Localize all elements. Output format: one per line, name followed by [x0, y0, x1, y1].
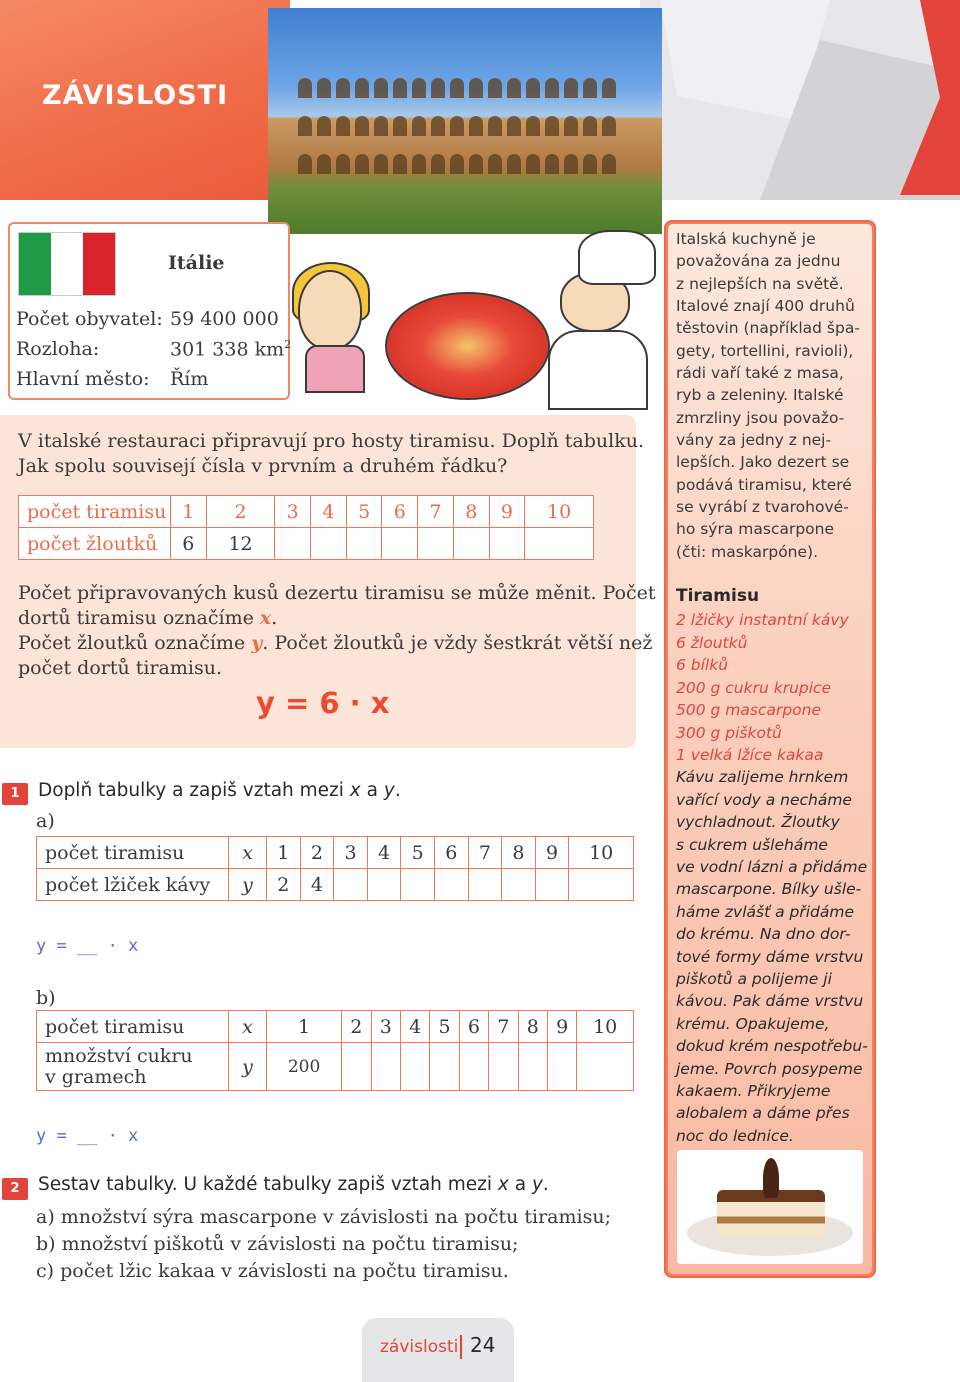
table-cell: 12	[206, 528, 275, 560]
footer-divider	[460, 1335, 462, 1359]
task1-a-answer[interactable]: y = __ · x	[36, 936, 139, 956]
ingredient-item: 1 velká lžíce kakaa	[676, 746, 824, 764]
recipe-step-line: noc do lednice.	[676, 1127, 794, 1145]
task1-a-row2-label: počet lžiček kávy	[37, 869, 229, 901]
table-cell-empty[interactable]	[400, 1043, 429, 1091]
country-name: Itálie	[168, 252, 225, 274]
table-cell: 6	[171, 528, 207, 560]
table-cell: 7	[418, 496, 454, 528]
table-cell: 2	[267, 869, 301, 901]
table-cell: 2	[206, 496, 275, 528]
chocolate-decoration	[763, 1158, 779, 1198]
table-cell-empty[interactable]	[518, 1043, 547, 1091]
table-cell: 3	[275, 496, 311, 528]
ingredient-item: 200 g cukru krupice	[676, 679, 832, 697]
ingredient-item: 500 g mascarpone	[676, 701, 822, 719]
task1-b-row2-label: množství cukru v gramech	[37, 1043, 229, 1091]
table-cell: 4	[367, 837, 401, 869]
table-cell-empty[interactable]	[535, 869, 569, 901]
task2-heading: Sestav tabulky. U každé tabulky zapiš vztah mezi x a y.	[38, 1174, 549, 1195]
table-cell-empty[interactable]	[382, 528, 418, 560]
intro-line-1: V italské restauraci připravují pro hosty tiramisu. Doplň tabulku.	[18, 430, 644, 452]
colosseum-arches	[298, 78, 616, 98]
sidebar-info-line: podává tiramisu, které	[676, 476, 852, 494]
table-cell-empty[interactable]	[525, 528, 594, 560]
table-cell-var: y	[229, 869, 267, 901]
table-cell-empty[interactable]	[346, 528, 382, 560]
intro-paragraph-1a: Počet připravovaných kusů dezertu tiramisu se může měnit. Počet	[18, 582, 656, 604]
table-cell: 9	[547, 1011, 576, 1043]
recipe-step-line: kávou. Pak dáme vrstvu	[676, 992, 864, 1010]
footer-topic: závislosti	[380, 1337, 459, 1357]
task2-item-b: b) množství piškotů v závislosti na počtu tiramisu;	[36, 1233, 519, 1255]
table-cell-empty[interactable]	[489, 528, 525, 560]
intro-table	[18, 495, 594, 560]
colosseum-arches	[298, 154, 616, 174]
population-label: Počet obyvatel:	[16, 308, 163, 330]
table-cell: 2	[342, 1011, 371, 1043]
table-cell: 4	[300, 869, 334, 901]
task1-b-answer[interactable]: y = __ · x	[36, 1126, 139, 1146]
table-cell-var: y	[229, 1043, 267, 1091]
sidebar-info-line: gety, tortellini, ravioli),	[676, 342, 854, 360]
sidebar-info-line: zmrzliny jsou považo-	[676, 409, 845, 427]
sidebar-info-line: (čti: maskarpóne).	[676, 543, 819, 561]
page-title: ZÁVISLOSTI	[42, 80, 229, 111]
area-value: 301 338 $km^2$	[170, 338, 292, 361]
table-cell: 200	[267, 1043, 342, 1091]
table-cell: 1	[267, 837, 301, 869]
sidebar-info-line: ryb a zeleniny. Italské	[676, 386, 844, 404]
task1-b-row1-label: počet tiramisu	[37, 1011, 229, 1043]
table-cell-empty[interactable]	[459, 1043, 488, 1091]
sidebar-info-line: se vyrábí z tvarohové-	[676, 498, 849, 516]
recipe-step-line: háme zvlášť a přidáme	[676, 903, 854, 921]
table-cell-empty[interactable]	[453, 528, 489, 560]
task1-a-row1-label: počet tiramisu	[37, 837, 229, 869]
table-cell: 6	[434, 837, 468, 869]
sidebar-info-line: rádi vaří také z masa,	[676, 364, 844, 382]
intro-row1-label: počet tiramisu	[19, 496, 171, 528]
task-number-badge: 1	[2, 783, 28, 805]
colosseum-photo	[268, 8, 662, 234]
country-info-box	[8, 222, 290, 400]
capital-label: Hlavní město:	[16, 368, 150, 390]
sidebar-info-line: lepších. Jako dezert se	[676, 453, 850, 471]
page-number: 24	[470, 1333, 496, 1357]
table-cell: 3	[371, 1011, 400, 1043]
area-label: Rozloha:	[16, 338, 100, 360]
sidebar-info-line: z nejlepších na světě.	[676, 275, 844, 293]
recipe-step-line: vychladnout. Žloutky	[676, 813, 840, 831]
italy-flag-icon	[18, 232, 116, 296]
recipe-step-line: jeme. Povrch posypeme	[676, 1060, 863, 1078]
table-cell: 8	[518, 1011, 547, 1043]
task1-a-label: a)	[36, 810, 55, 832]
ingredient-item: 300 g piškotů	[676, 724, 782, 742]
recipe-step-line: alobalem a dáme přes	[676, 1104, 850, 1122]
table-cell: 8	[502, 837, 536, 869]
table-cell-empty[interactable]	[569, 869, 634, 901]
table-cell-empty[interactable]	[367, 869, 401, 901]
formula: y = 6 · x	[256, 686, 390, 720]
sidebar-info-line: vány za jedny z nej-	[676, 431, 832, 449]
table-cell-empty[interactable]	[342, 1043, 371, 1091]
table-cell-empty[interactable]	[275, 528, 311, 560]
chef-hat-icon	[578, 230, 656, 285]
table-cell: 10	[525, 496, 594, 528]
recipe-step-line: dokud krém nespotřebu-	[676, 1037, 868, 1055]
girl-illustration	[298, 270, 362, 350]
table-cell-empty[interactable]	[468, 869, 502, 901]
table-cell: 8	[453, 496, 489, 528]
table-cell: 5	[346, 496, 382, 528]
recipe-step-line: do krému. Na dno dor-	[676, 925, 851, 943]
table-cell-empty[interactable]	[418, 528, 454, 560]
intro-paragraph-2a: Počet žloutků označíme y. Počet žloutků je vždy šestkrát větší než	[18, 632, 653, 654]
table-cell: 2	[300, 837, 334, 869]
recipe-step-line: kakaem. Přikryjeme	[676, 1082, 831, 1100]
colosseum-arches	[298, 116, 616, 136]
task2-item-a: a) množství sýra mascarpone v závislosti na počtu tiramisu;	[36, 1206, 611, 1228]
table-cell-var: x	[229, 1011, 267, 1043]
recipe-title: Tiramisu	[676, 586, 760, 606]
table-cell-empty[interactable]	[577, 1043, 634, 1091]
recipe-step-line: piškotů a polijeme ji	[676, 970, 832, 988]
sidebar-info-line: ho sýra mascarpone	[676, 520, 835, 538]
table-cell: 9	[489, 496, 525, 528]
capital-value: Řím	[170, 368, 209, 390]
table-cell: 1	[267, 1011, 342, 1043]
table-cell: 7	[468, 837, 502, 869]
table-cell: 6	[459, 1011, 488, 1043]
pizza-illustration	[385, 292, 550, 400]
table-cell: 9	[535, 837, 569, 869]
recipe-step-line: s cukrem ušleháme	[676, 836, 828, 854]
recipe-step-line: vařící vody a necháme	[676, 791, 852, 809]
table-cell: 4	[400, 1011, 429, 1043]
recipe-step-line: tové formy dáme vrstvu	[676, 948, 864, 966]
recipe-step-line: krému. Opakujeme,	[676, 1015, 830, 1033]
table-cell: 7	[489, 1011, 518, 1043]
task-number-badge: 2	[2, 1178, 28, 1200]
tiramisu-photo	[677, 1150, 863, 1264]
girl-illustration-body	[305, 345, 365, 393]
table-cell-empty[interactable]	[401, 869, 435, 901]
intro-paragraph-2b: počet dortů tiramisu.	[18, 657, 222, 679]
intro-row2-label: počet žloutků	[19, 528, 171, 560]
task1-a-table	[36, 836, 634, 901]
table-cell-empty[interactable]	[434, 869, 468, 901]
task1-b-label: b)	[36, 987, 56, 1009]
task2-item-c: c) počet lžic kakaa v závislosti na počtu tiramisu.	[36, 1260, 509, 1282]
table-cell: 5	[430, 1011, 459, 1043]
sidebar-info-line: těstovin (například špa-	[676, 319, 860, 337]
table-cell: 3	[334, 837, 368, 869]
population-value: 59 400 000	[170, 308, 279, 330]
table-cell: 1	[171, 496, 207, 528]
ingredient-item: 2 lžičky instantní kávy	[676, 611, 849, 629]
table-cell: 6	[382, 496, 418, 528]
table-cell-empty[interactable]	[334, 869, 368, 901]
table-cell-var: x	[229, 837, 267, 869]
recipe-step-line: Kávu zalijeme hrnkem	[676, 768, 849, 786]
recipe-step-line: ve vodní lázni a přidáme	[676, 858, 868, 876]
table-cell-empty[interactable]	[311, 528, 347, 560]
task1-b-table	[36, 1010, 634, 1091]
table-cell-empty[interactable]	[371, 1043, 400, 1091]
sidebar-info-line: považována za jednu	[676, 252, 841, 270]
intro-paragraph-1b: dortů tiramisu označíme x.	[18, 607, 278, 629]
sidebar-info-line: Italové znají 400 druhů	[676, 297, 855, 315]
intro-line-2: Jak spolu souvisejí čísla v prvním a druhém řádku?	[18, 455, 508, 477]
table-cell-empty[interactable]	[430, 1043, 459, 1091]
sidebar-info-line: Italská kuchyně je	[676, 230, 816, 248]
table-cell-empty[interactable]	[547, 1043, 576, 1091]
ingredient-item: 6 žloutků	[676, 634, 748, 652]
table-cell: 4	[311, 496, 347, 528]
table-cell: 10	[577, 1011, 634, 1043]
table-cell: 5	[401, 837, 435, 869]
task1-heading: Doplň tabulky a zapiš vztah mezi x a y.	[38, 780, 401, 801]
table-cell-empty[interactable]	[489, 1043, 518, 1091]
ingredient-item: 6 bílků	[676, 656, 729, 674]
table-cell: 10	[569, 837, 634, 869]
chef-illustration-body	[548, 330, 648, 410]
table-cell-empty[interactable]	[502, 869, 536, 901]
recipe-step-line: mascarpone. Bílky ušle-	[676, 880, 862, 898]
